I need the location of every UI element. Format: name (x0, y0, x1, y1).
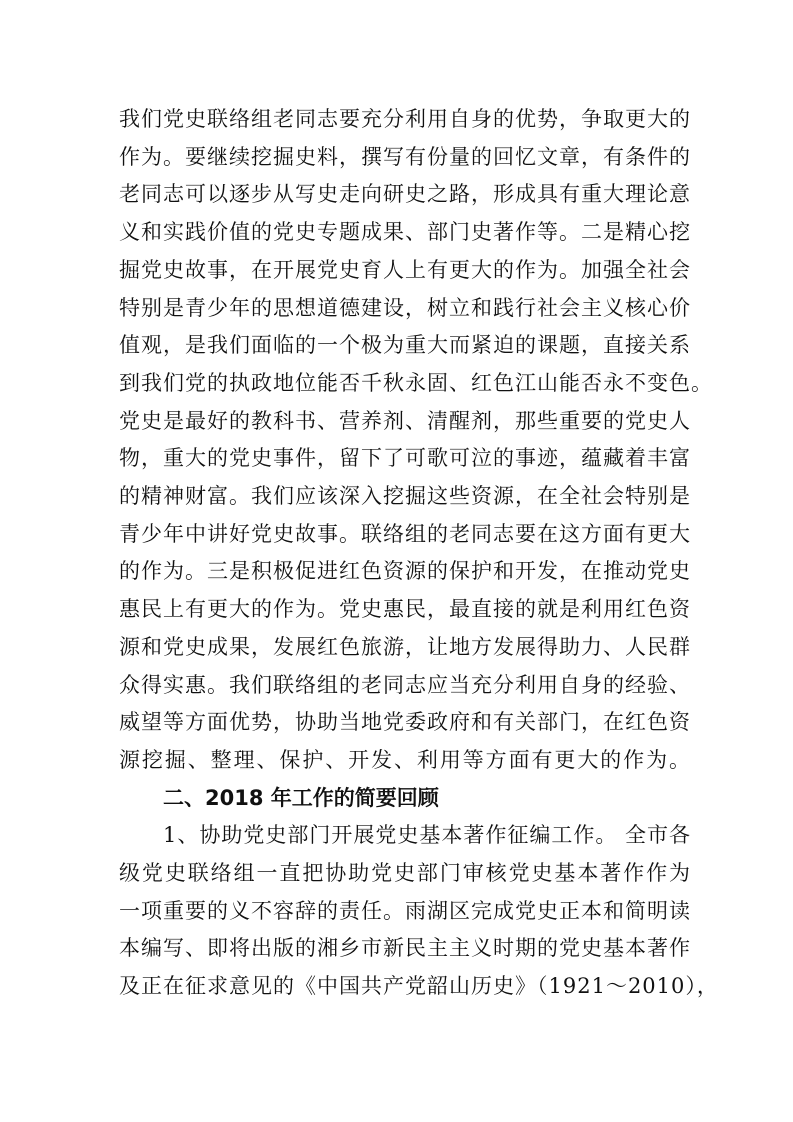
paragraph-line: 党史是最好的教科书、营养剂、清醒剂，那些重要的党史人 (119, 408, 691, 433)
paragraph-line: 作为。要继续挖掘史料，撰写有份量的回忆文章，有条件的 (119, 144, 691, 169)
paragraph-line: 1、协助党史部门开展党史基本著作征编工作。 全市各 (163, 823, 692, 848)
paragraph-line: 级党史联络组一直把协助党史部门审核党史基本著作作为 (119, 861, 691, 885)
paragraph-line: 的作为。三是积极促进红色资源的保护和开发，在推动党史 (119, 559, 691, 584)
paragraph-line: 老同志可以逐步从写史走向研史之路，形成具有重大理论意 (119, 182, 691, 207)
paragraph-line: 源和党史成果，发展红色旅游，让地方发展得助力、人民群 (119, 634, 691, 659)
paragraph-line: 掘党史故事，在开展党史育人上有更大的作为。加强全社会 (119, 257, 691, 282)
paragraph-line: 我们党史联络组老同志要充分利用自身的优势，争取更大的 (119, 107, 691, 131)
paragraph-line: 源挖掘、整理、保护、开发、利用等方面有更大的作为。 (119, 747, 691, 772)
paragraph-line: 值观，是我们面临的一个极为重大而紧迫的课题，直接关系 (119, 333, 691, 358)
paragraph-line: 威望等方面优势，协助当地党委政府和有关部门，在红色资 (119, 710, 691, 735)
paragraph-line: 的精神财富。我们应该深入挖掘这些资源，在全社会特别是 (119, 484, 691, 508)
paragraph-line: 物，重大的党史事件，留下了可歌可泣的事迹，蕴藏着丰富 (119, 446, 691, 471)
section-heading: 二、2018 年工作的简要回顾 (163, 785, 439, 810)
paragraph-line: 及正在征求意见的《中国共产党韶山历史》（1921～2010）， (119, 974, 719, 999)
paragraph-line: 青少年中讲好党史故事。联络组的老同志要在这方面有更大 (119, 521, 691, 546)
paragraph-line: 惠民上有更大的作为。党史惠民，最直接的就是利用红色资 (119, 597, 691, 622)
paragraph-line: 到我们党的执政地位能否千秋永固、红色江山能否永不变色。 (119, 370, 713, 395)
paragraph-line: 本编写、即将出版的湘乡市新民主主义时期的党史基本著作 (119, 936, 691, 961)
paragraph-line: 一项重要的义不容辞的责任。雨湖区完成党史正本和简明读 (119, 898, 691, 923)
paragraph-line: 义和实践价值的党史专题成果、部门史著作等。二是精心挖 (119, 220, 691, 245)
paragraph-line: 众得实惠。我们联络组的老同志应当充分利用自身的经验、 (119, 672, 691, 697)
paragraph-line: 特别是青少年的思想道德建设，树立和践行社会主义核心价 (119, 295, 691, 320)
